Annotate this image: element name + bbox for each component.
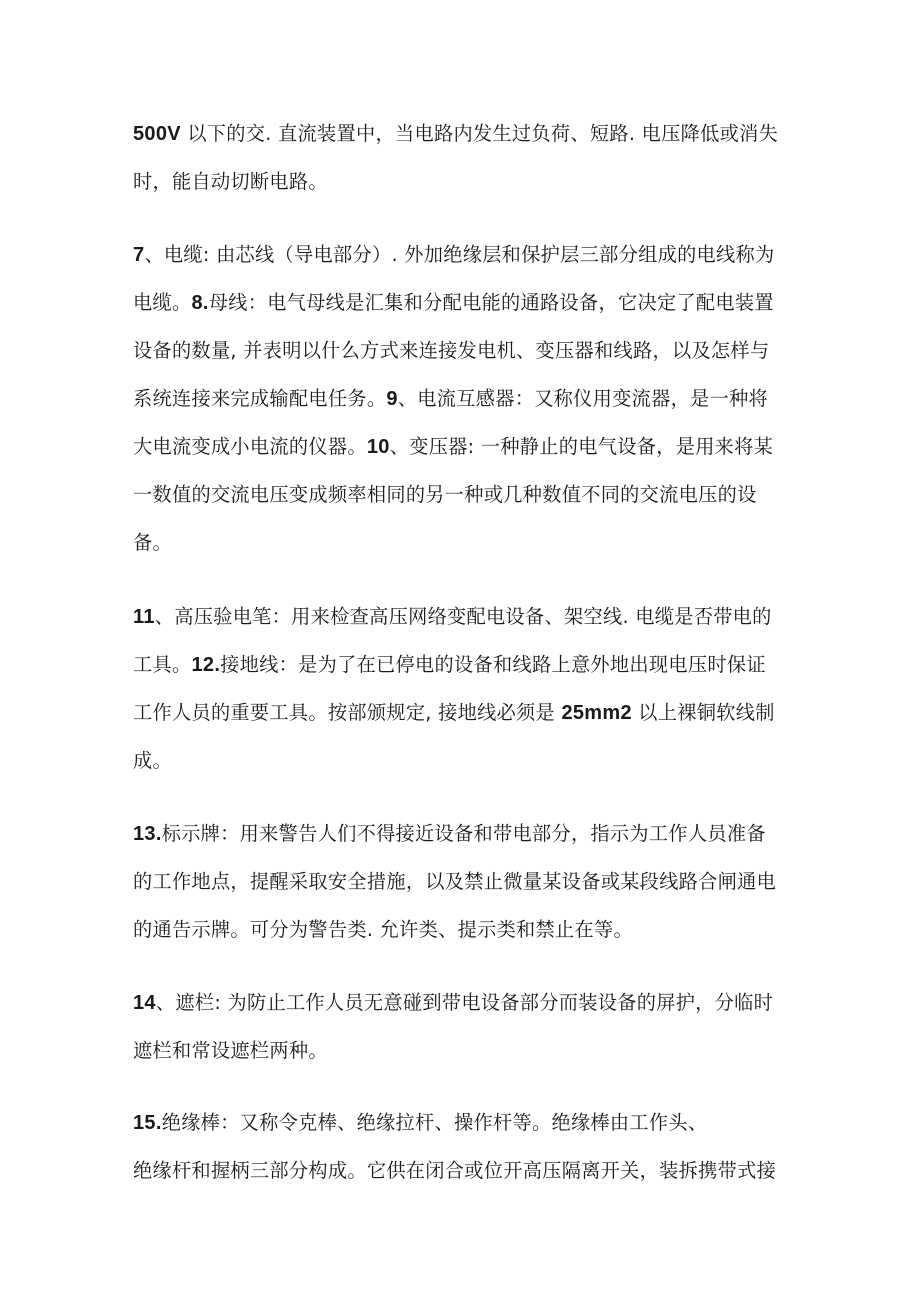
bold-text: 13. xyxy=(133,823,162,845)
text-segment: 标示牌：用来警告人们不得接近设备和带电部分，指示为工作人员准备 xyxy=(161,822,766,845)
text-line xyxy=(133,1147,776,1195)
bold-text: 12. xyxy=(191,654,221,676)
paragraph-insulating-rod xyxy=(133,1099,776,1195)
text-segment: 、高压验电笔：用来检查高压网络变配电设备、架空线. 电缆是否带电的 xyxy=(154,605,772,628)
text-line xyxy=(133,810,776,858)
text-line xyxy=(133,1027,773,1075)
bold-text: 15. xyxy=(133,1112,162,1134)
text-segment: 母线：电气母线是汇集和分配电能的通路设备，它决定了配电装置 xyxy=(208,291,774,314)
text-line xyxy=(133,279,775,327)
bold-text: 25mm2 xyxy=(561,702,632,724)
bold-text: 9 xyxy=(386,388,398,410)
bold-text: 500V xyxy=(133,123,181,145)
paragraph-warning-sign xyxy=(133,810,776,954)
text-line xyxy=(133,110,778,158)
text-line xyxy=(133,375,775,423)
text-line xyxy=(133,906,776,954)
text-segment: 成。 xyxy=(133,749,172,772)
text-segment: 的工作地点，提醒采取安全措施，以及禁止微量某设备或某段线路合闸通电 xyxy=(133,870,777,893)
text-line xyxy=(133,641,775,689)
text-segment: 、电流互感器：又称仪用变流器，是一种将 xyxy=(397,387,769,410)
text-segment: 系统连接来完成输配电任务。 xyxy=(133,387,387,410)
text-line xyxy=(133,979,773,1027)
text-segment: 工具。 xyxy=(133,653,192,676)
bold-text: 14 xyxy=(133,992,156,1014)
text-line xyxy=(133,1099,776,1147)
text-segment: 设备的数量, 并表明以什么方式来连接发电机、变压器和线路，以及怎样与 xyxy=(133,339,770,362)
text-segment: 一数值的交流电压变成频率相同的另一种或几种数值不同的交流电压的设 xyxy=(133,483,757,506)
bold-text: 10 xyxy=(366,436,390,458)
text-line xyxy=(133,158,778,206)
text-segment: 工作人员的重要工具。按部颁规定, 接地线必须是 xyxy=(133,701,562,724)
bold-text: 8. xyxy=(191,292,209,314)
text-line xyxy=(133,858,776,906)
text-segment: 绝缘棒：又称令克棒、绝缘拉杆、操作杆等。绝缘棒由工作头、 xyxy=(161,1111,708,1134)
bold-text: 11 xyxy=(133,606,155,628)
text-segment: 电缆。 xyxy=(133,291,192,314)
paragraph-voltage-tester-grounding-wire xyxy=(133,593,775,785)
text-line xyxy=(133,471,775,519)
text-line xyxy=(133,231,775,279)
text-line xyxy=(133,327,775,375)
text-segment: 备。 xyxy=(133,531,172,554)
text-line xyxy=(133,519,775,567)
text-line xyxy=(133,689,775,737)
text-segment: 、电缆: 由芯线（导电部分）. 外加绝缘层和保护层三部分组成的电线称为 xyxy=(144,243,775,266)
text-segment: 、变压器: 一种静止的电气设备，是用来将某 xyxy=(389,435,774,458)
text-line xyxy=(133,423,775,471)
text-segment: 接地线：是为了在已停电的设备和线路上意外地出现电压时保证 xyxy=(220,653,766,676)
bold-text: 7 xyxy=(133,244,145,266)
paragraph-breaker-definition xyxy=(133,110,778,206)
paragraph-barrier xyxy=(133,979,773,1075)
text-segment: 的通告示牌。可分为警告类. 允许类、提示类和禁止在等。 xyxy=(133,918,633,941)
text-segment: 、遮栏: 为防止工作人员无意碰到带电设备部分而装设备的屏护，分临时 xyxy=(155,991,774,1014)
text-segment: 大电流变成小电流的仪器。 xyxy=(133,435,367,458)
text-segment: 遮栏和常设遮栏两种。 xyxy=(133,1039,328,1062)
text-segment: 以上裸铜软线制 xyxy=(631,701,775,724)
text-segment: 绝缘杆和握柄三部分构成。它供在闭合或位开高压隔离开关，装拆携带式接 xyxy=(133,1159,777,1182)
text-segment: 时，能自动切断电路。 xyxy=(133,170,328,193)
text-line xyxy=(133,737,775,785)
text-segment: 以下的交. 直流装置中，当电路内发生过负荷、短路. 电压降低或消失 xyxy=(180,122,779,145)
text-line xyxy=(133,593,775,641)
paragraph-cable-busbar-ct-transformer xyxy=(133,231,775,567)
